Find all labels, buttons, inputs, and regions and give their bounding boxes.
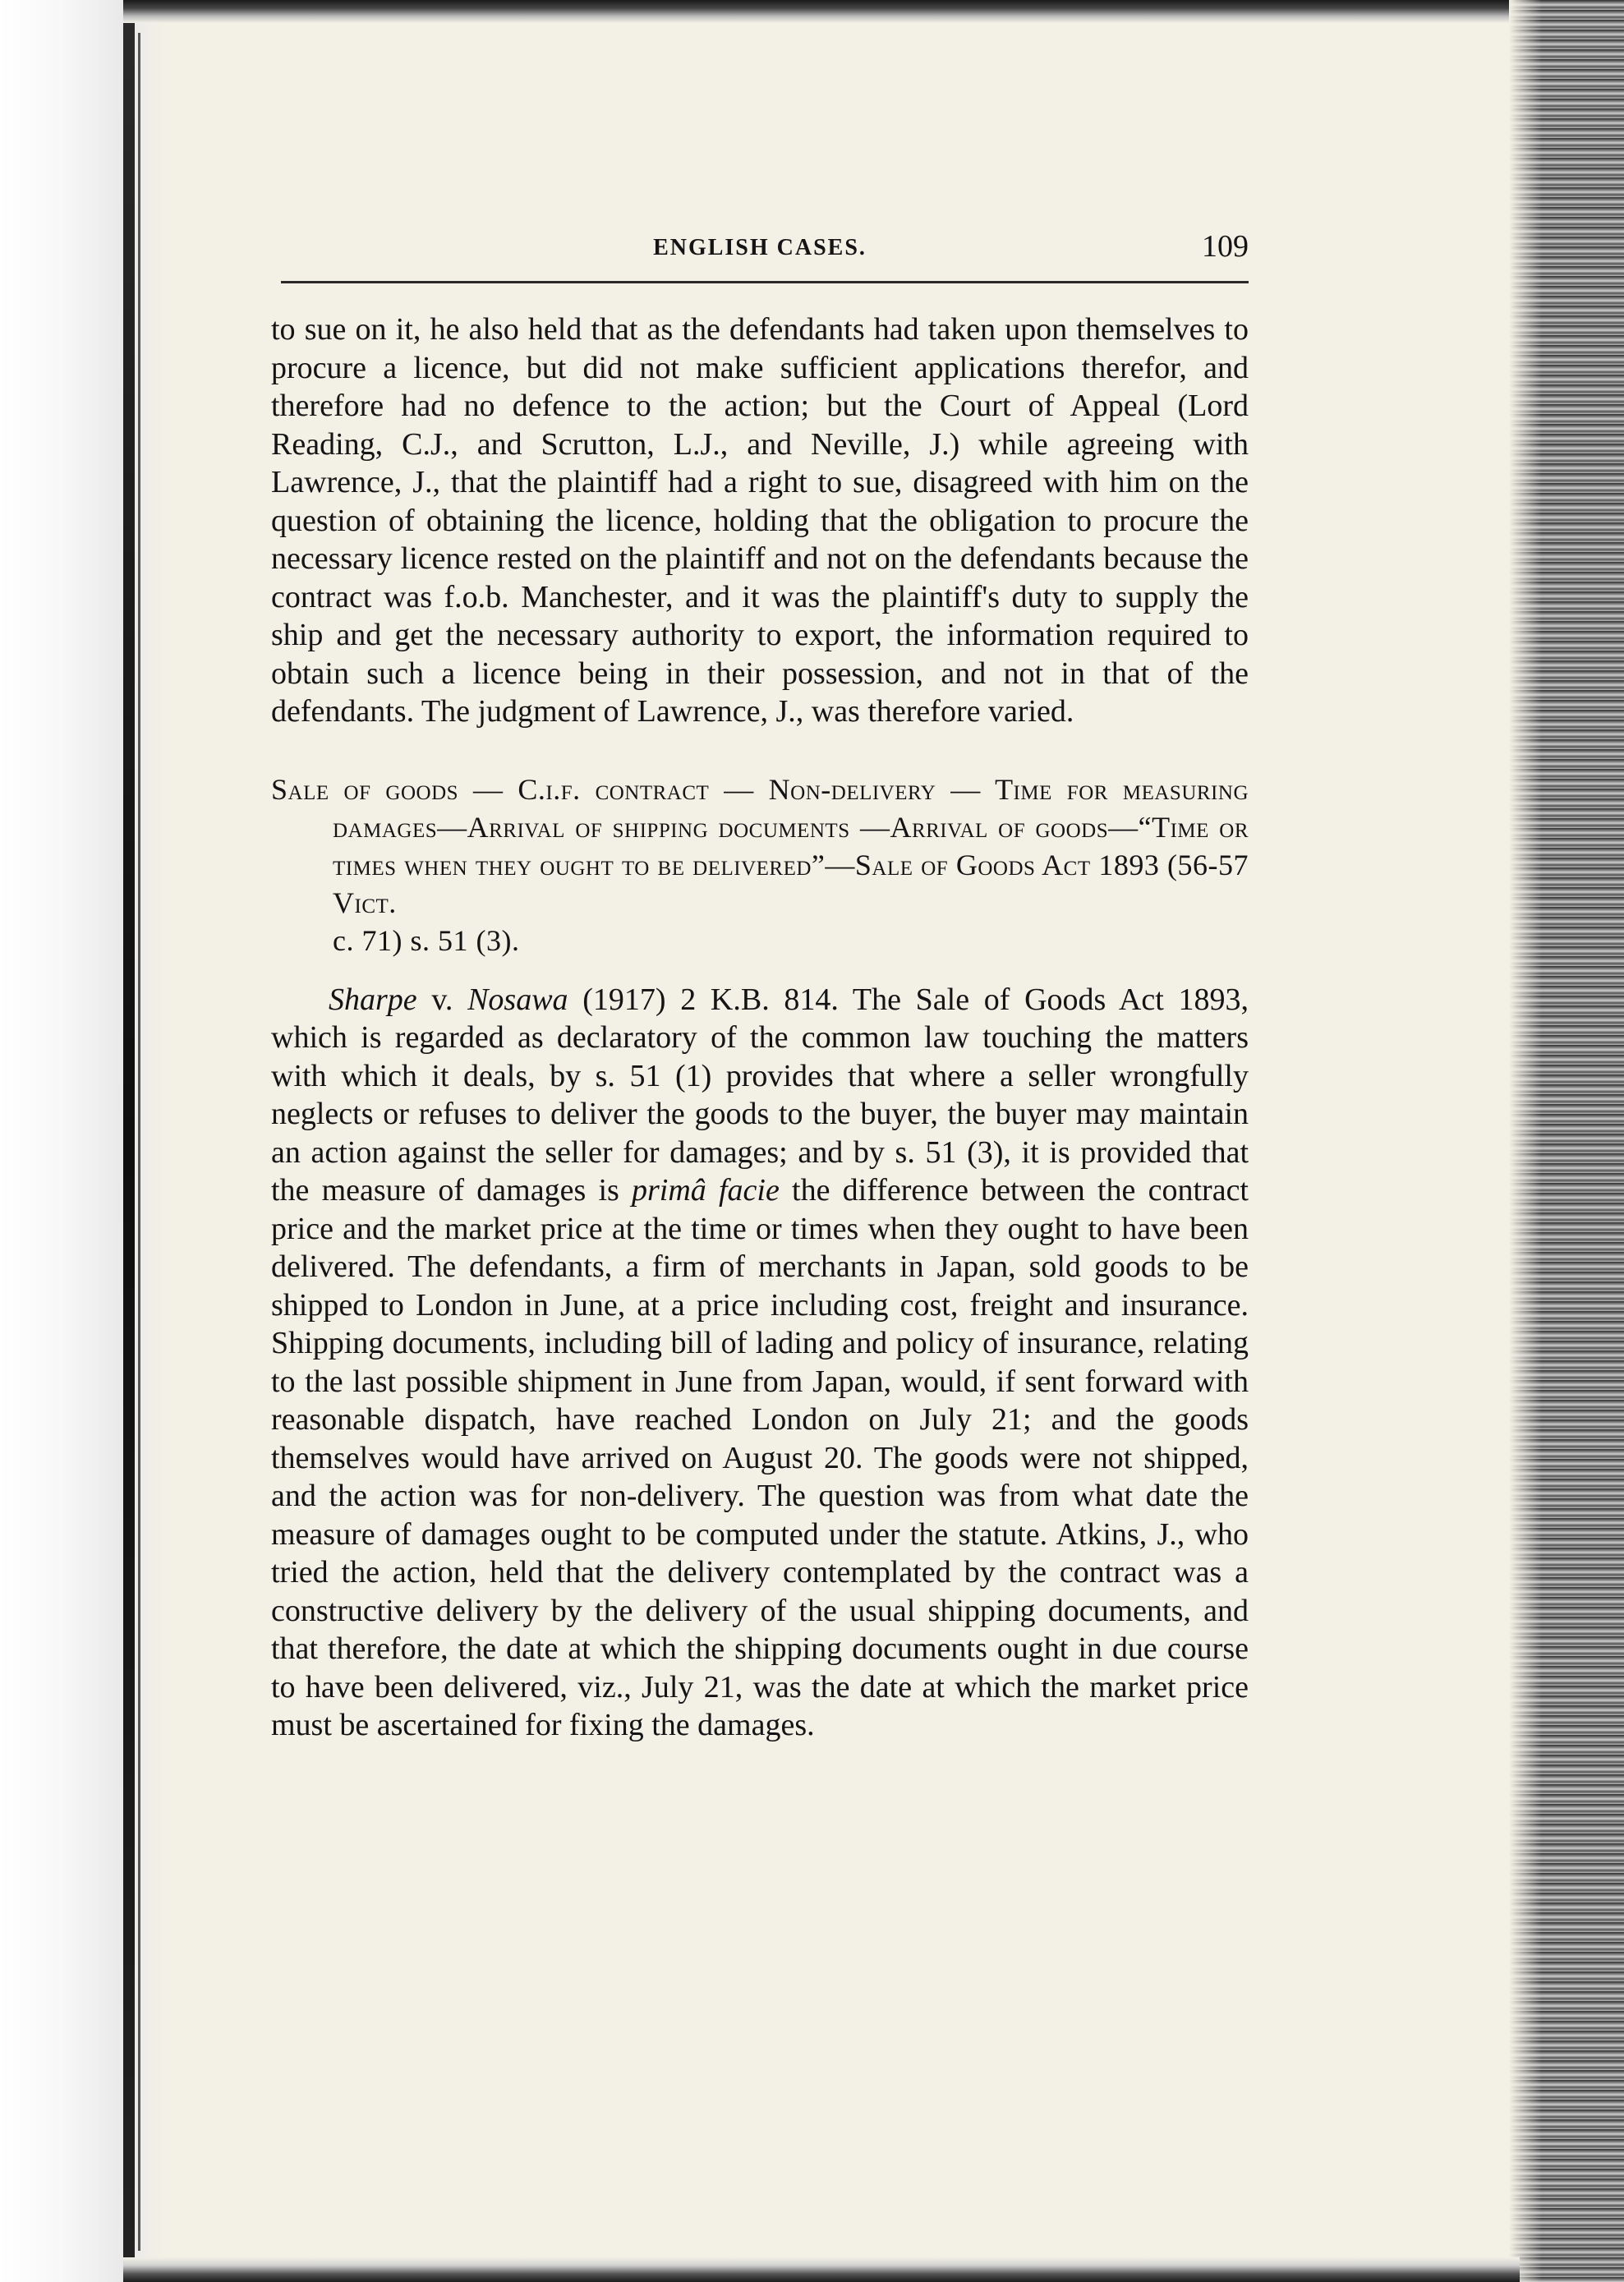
page-number: 109 (1202, 229, 1249, 264)
header-rule (281, 281, 1249, 283)
case-party-plaintiff: Sharpe (329, 982, 417, 1017)
scan-bottom-edge (123, 2257, 1520, 2282)
summary-text-b: the difference between the contract price and the market price at the time or times when they ought to have been delivered. The defendants, a firm of merchants in Japan, sold goods to be shipped to London in June, at a price including cost, freight and insurance. Shipping documents, including bill of lading and policy of insurance, relating to the last possible shipment in June from Japan, would, if sent forward with reasonable dispatch, have reached London on July 21; and the goods themselves would have arrived on August 20. The goods were not shipped, and the action was for non-delivery. The question was from what date the measure of damages ought to be computed under the statute. Atkins, J., who tried the action, held that the delivery contemplated by the contract was a constructive delivery by the delivery of the usual shipping documents, and that therefore, the date at which the shipping documents ought in due course to have been delivered, viz., July 21, was the date at which the market price must be ascertained for fixing the damages. (271, 1173, 1249, 1742)
running-title: ENGLISH CASES. (653, 235, 867, 260)
book-page (271, 222, 1249, 1745)
case-versus: v. (416, 982, 468, 1017)
headnote-citation: c. 71) s. 51 (3). (333, 923, 520, 957)
scan-binding-shadow (123, 16, 135, 2267)
scan-page-stack-edge (1509, 0, 1624, 2282)
headnote-text: Sale of goods — C.i.f. contract — Non-delivery — Time for measuring damages—Arrival of shipping documents —Arrival of goods—“Time or times when they ought to be delivered”—Sale of Goods Act 1893 (56-57 Vict. (271, 772, 1249, 919)
scan-binding-line (138, 33, 140, 2251)
summary-text-a: (1917) 2 K.B. 814. The Sale of Goods Act 1893, which is regarded as declaratory of the common law touching the matters with which it deals, by s. 51 (1) provides that where a seller wrongfully neglects or refuses to deliver the goods to the buyer, the buyer may maintain an action against the seller for damages; and by s. 51 (3), it is provided that the measure of damages is (271, 982, 1249, 1208)
running-head (271, 222, 1249, 274)
scan-top-edge (123, 0, 1520, 23)
continued-paragraph: to sue on it, he also held that as the defendants had taken upon themselves to procure a licence, but did not make sufficient applications therefor, and therefore had no defence to the action; but the Court of Appeal (Lord Reading, C.J., and Scrutton, L.J., and Neville, J.) while agreeing with Lawrence, J., that the plaintiff had a right to sue, disagreed with him on the question of obtaining the licence, holding that the obligation to procure the necessary licence rested on the plaintiff and not on the defendants because the contract was f.o.b. Manchester, and it was the plaintiff's duty to supply the ship and get the necessary authority to export, the information required to obtain such a licence being in their possession, and not in that of the defendants. The judgment of Lawrence, J., was therefore varied. (271, 312, 1249, 729)
case-party-defendant: Nosawa (467, 982, 568, 1017)
case-headnote (271, 771, 1249, 959)
case-summary-paragraph (271, 981, 1249, 1745)
latin-phrase: primâ facie (632, 1173, 780, 1208)
